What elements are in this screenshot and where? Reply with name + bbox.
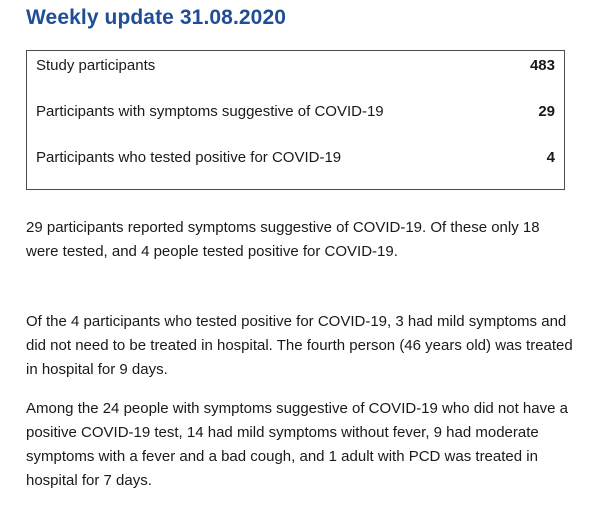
stats-table (26, 50, 565, 190)
stats-row-value: 29 (538, 103, 555, 120)
stats-row-label: Study participants (36, 57, 156, 74)
stats-row-value: 4 (546, 149, 555, 166)
stats-row-value: 483 (529, 57, 555, 74)
stats-row-tested-positive (36, 147, 555, 169)
stats-row-symptomatic (36, 101, 555, 123)
paragraph-reported-symptoms: 29 participants reported symptoms suggestive of COVID-19. Of these only 18 were tested, and 4 people tested positive for COVID-19. (26, 219, 540, 260)
page-title: Weekly update 31.08.2020 (26, 6, 286, 29)
paragraph-untested-symptomatic: Among the 24 people with symptoms suggestive of COVID-19 who did not have a positive COVID-19 test, 14 had mild symptoms without fever, 9 had moderate symptoms with a fever and a bad cough, and 1 adult with PCD was treated in hospital for 7 days. (26, 400, 568, 489)
stats-row-label: Participants who tested positive for COVID-19 (36, 149, 342, 166)
stats-row-study-participants (36, 55, 555, 77)
paragraph-positive-cases: Of the 4 participants who tested positive for COVID-19, 3 had mild symptoms and did not need to be treated in hospital. The fourth person (46 years old) was treated in hospital for 9 days. (26, 313, 573, 378)
stats-row-label: Participants with symptoms suggestive of COVID-19 (36, 103, 384, 120)
